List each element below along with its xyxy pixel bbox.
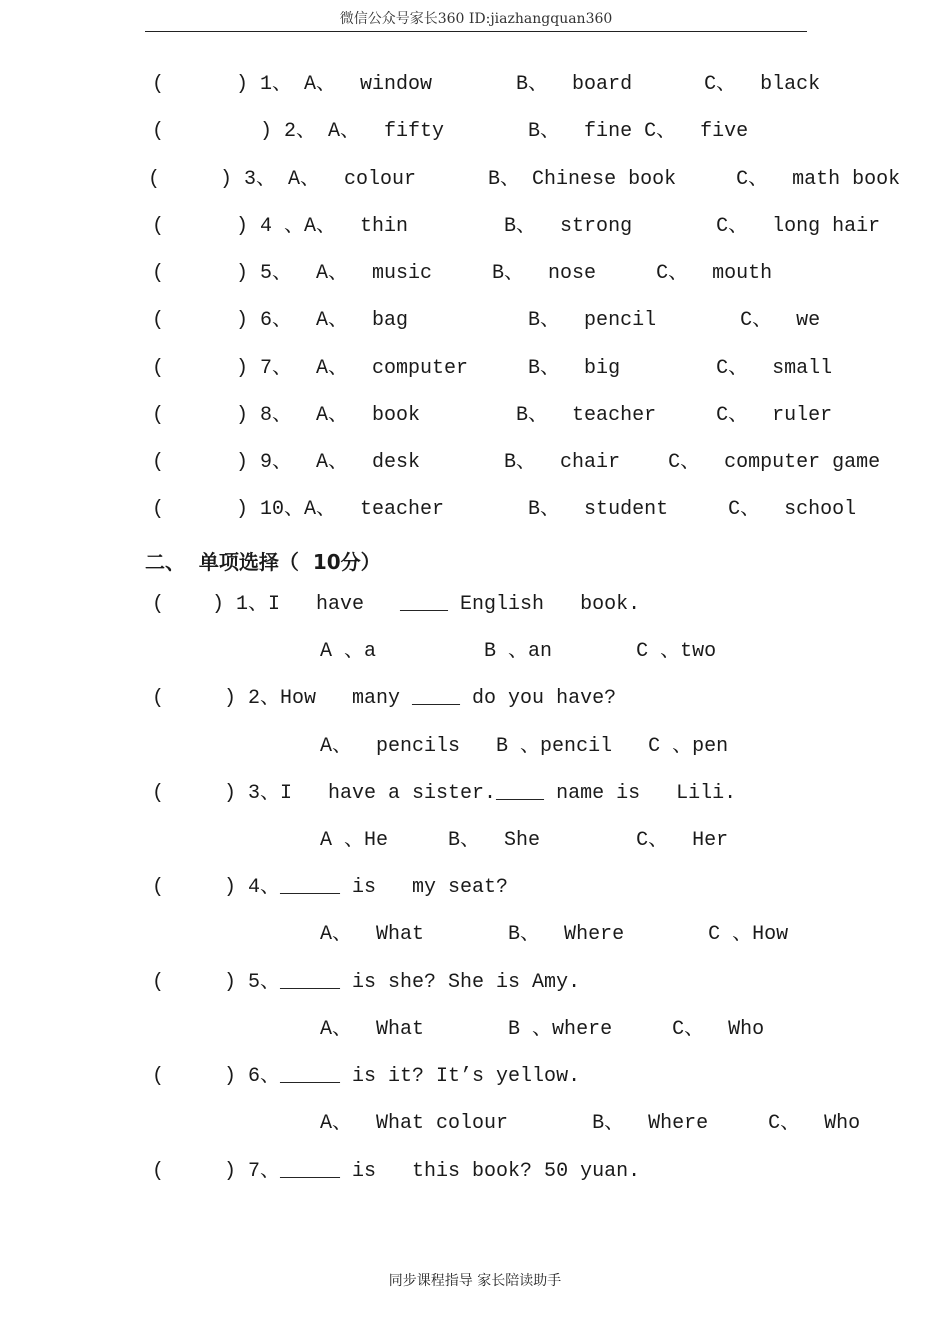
- question-row: ( ) 4 、A、 thin B、 strong C、 long hair: [152, 215, 881, 238]
- question-row: ( ) 2、How many ____ do you have?: [152, 687, 617, 710]
- options-row: A 、He B、 She C、 Her: [152, 829, 729, 852]
- options-row: A、 pencils B 、pencil C 、pen: [152, 735, 729, 758]
- question-row: ( ) 2、 A、 fifty B、 fine C、 five: [152, 120, 749, 143]
- question-row: ( ) 3、 A、 colour B、 Chinese book C、 math book: [148, 168, 901, 191]
- page-footer: 同步课程指导 家长陪读助手: [388, 1273, 562, 1289]
- question-row: ( ) 1、 A、 window B、 board C、 black: [152, 73, 821, 96]
- section-title: 二、 单项选择（ 10分）: [145, 550, 381, 574]
- options-row: A、 What colour B、 Where C、 Who: [152, 1112, 861, 1135]
- question-row: ( ) 5、 A、 music B、 nose C、 mouth: [152, 262, 773, 285]
- page-header: 微信公众号家长360 ID:jiazhangquan360: [145, 8, 807, 32]
- question-row: ( ) 9、 A、 desk B、 chair C、 computer game: [152, 451, 881, 474]
- question-row: ( ) 8、 A、 book B、 teacher C、 ruler: [152, 404, 833, 427]
- question-row: ( ) 1、I have ____ English book.: [152, 593, 641, 616]
- question-row: ( ) 4、_____ is my seat?: [152, 876, 509, 899]
- options-row: A 、a B 、an C 、two: [152, 640, 717, 663]
- question-row: ( ) 3、I have a sister.____ name is Lili.: [152, 782, 737, 805]
- question-row: ( ) 10、A、 teacher B、 student C、 school: [152, 498, 857, 521]
- options-row: A、 What B 、where C、 Who: [152, 1018, 765, 1041]
- question-row: ( ) 6、_____ is it? It’s yellow.: [152, 1065, 581, 1088]
- options-row: A、 What B、 Where C 、How: [152, 923, 789, 946]
- question-row: ( ) 7、_____ is this book? 50 yuan.: [152, 1160, 641, 1183]
- question-row: ( ) 5、_____ is she? She is Amy.: [152, 971, 581, 994]
- question-row: ( ) 6、 A、 bag B、 pencil C、 we: [152, 309, 821, 332]
- question-row: ( ) 7、 A、 computer B、 big C、 small: [152, 357, 833, 380]
